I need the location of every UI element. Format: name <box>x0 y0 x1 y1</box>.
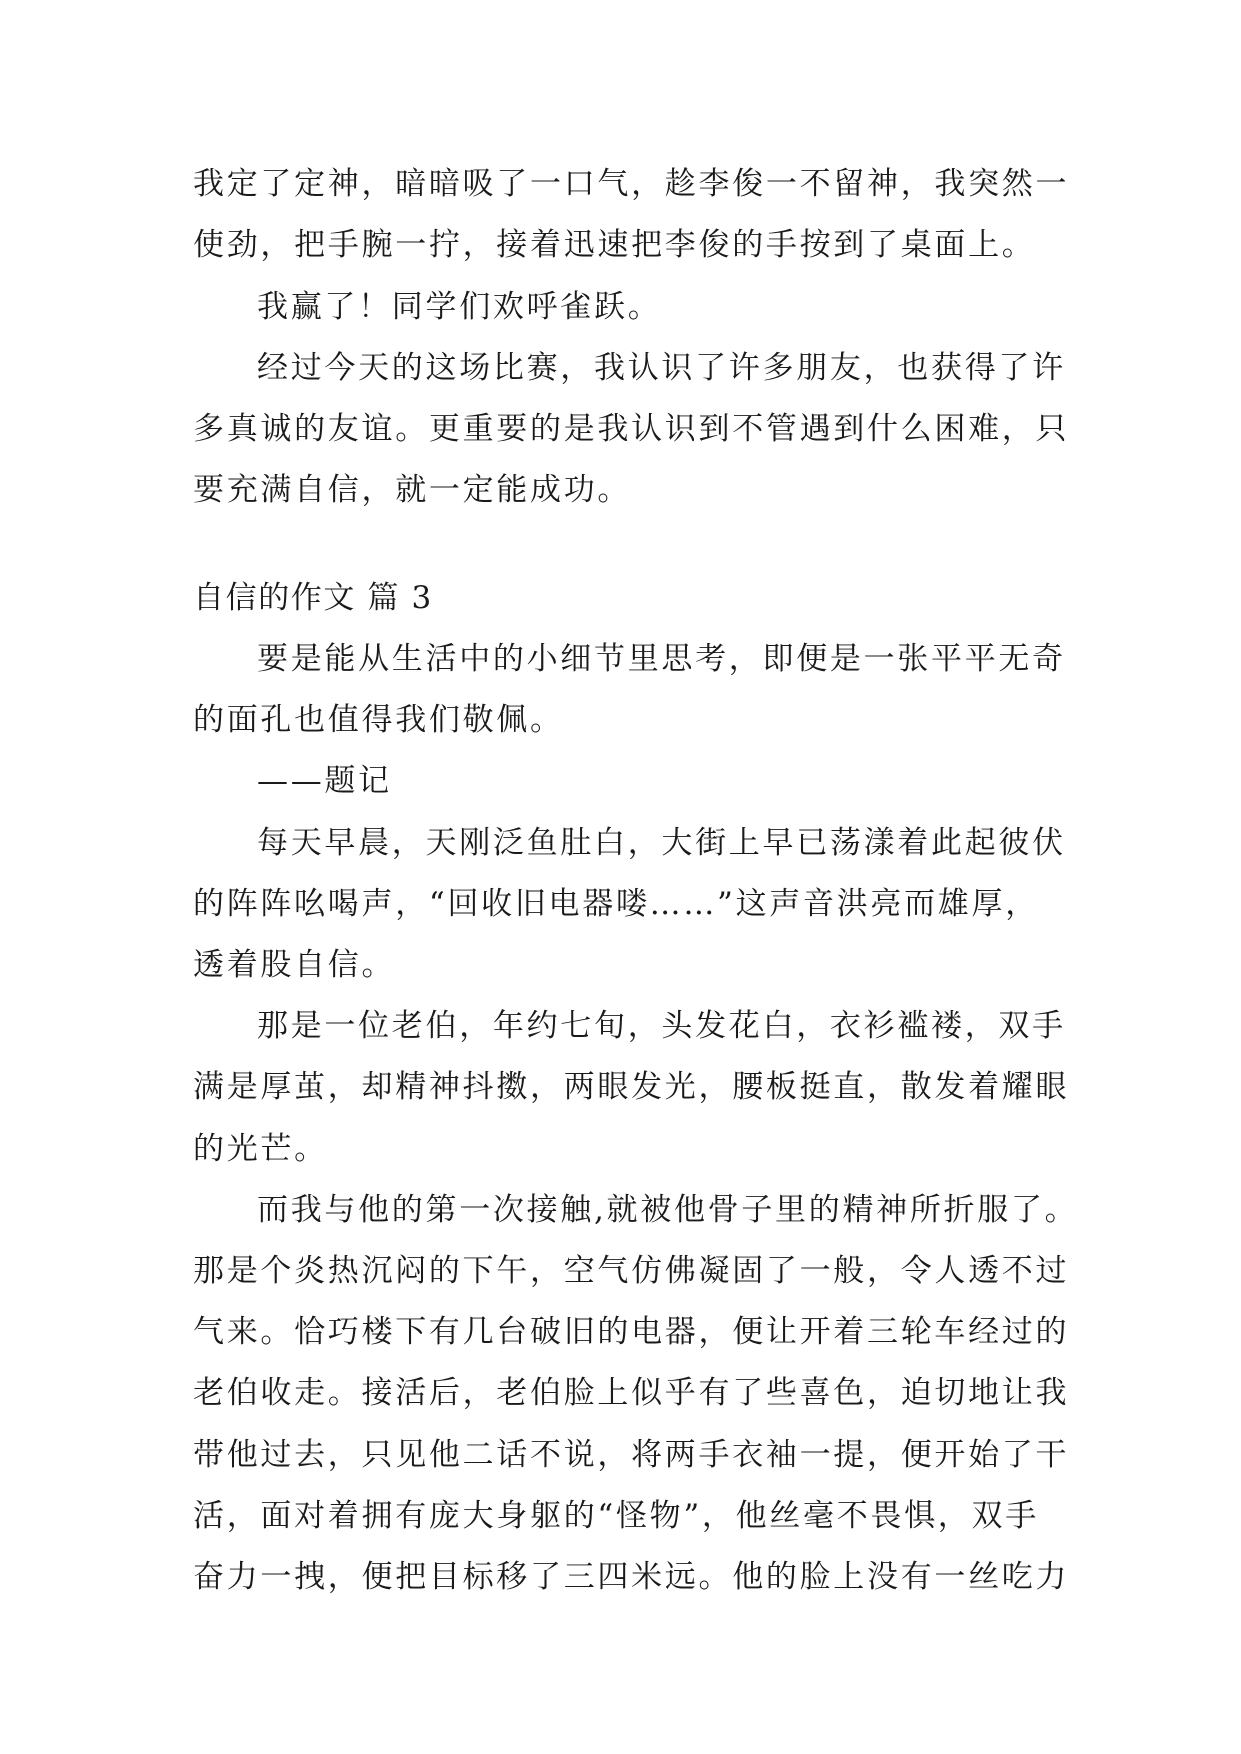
paragraph-line: 那是一位老伯，年约七旬，头发花白，衣衫褴褛，双手 <box>257 1008 1066 1044</box>
paragraph-line: 老伯收走。接活后，老伯脸上似乎有了些喜色，迫切地让我 <box>193 1375 1070 1411</box>
section-heading: 自信的作文 篇 3 <box>193 580 433 616</box>
paragraph-line: 每天早晨，天刚泛鱼肚白，大街上早已荡漾着此起彼伏 <box>257 825 1066 861</box>
paragraph-line: 的阵阵吆喝声，“回收旧电器喽……”这声音洪亮而雄厚， <box>193 886 1039 922</box>
paragraph-line: 透着股自信。 <box>193 947 396 983</box>
paragraph-line: 使劲，把手腕一拧，接着迅速把李俊的手按到了桌面上。 <box>193 227 1036 263</box>
paragraph-line: 而我与他的第一次接触,就被他骨子里的精神所折服了。 <box>257 1192 1079 1228</box>
paragraph-line: 的光芒。 <box>193 1131 328 1167</box>
paragraph-line: 经过今天的这场比赛，我认识了许多朋友，也获得了许 <box>257 350 1066 386</box>
paragraph-line: 满是厚茧，却精神抖擞，两眼发光，腰板挺直，散发着耀眼 <box>193 1069 1070 1105</box>
paragraph-line: 要是能从生活中的小细节里思考，即便是一张平平无奇 <box>257 641 1066 677</box>
paragraph-line: 我赢了！同学们欢呼雀跃。 <box>257 289 662 325</box>
paragraph-line: 那是个炎热沉闷的下午，空气仿佛凝固了一般，令人透不过 <box>193 1253 1070 1289</box>
paragraph-line: 我定了定神，暗暗吸了一口气，趁李俊一不留神，我突然一 <box>193 166 1070 202</box>
paragraph-line: 要充满自信，就一定能成功。 <box>193 472 632 508</box>
paragraph-line: 气来。恰巧楼下有几台破旧的电器，便让开着三轮车经过的 <box>193 1314 1070 1350</box>
paragraph-line: 带他过去，只见他二话不说，将两手衣袖一提，便开始了干 <box>193 1437 1070 1473</box>
paragraph-line: 多真诚的友谊。更重要的是我认识到不管遇到什么困难，只 <box>193 411 1070 447</box>
paragraph-line: 活，面对着拥有庞大身躯的“怪物”，他丝毫不畏惧，双手 <box>193 1498 1039 1534</box>
paragraph-line: 的面孔也值得我们敬佩。 <box>193 702 564 738</box>
paragraph-line: 奋力一拽，便把目标移了三四米远。他的脸上没有一丝吃力 <box>193 1559 1070 1595</box>
epigraph-attribution: ——题记 <box>257 763 392 799</box>
